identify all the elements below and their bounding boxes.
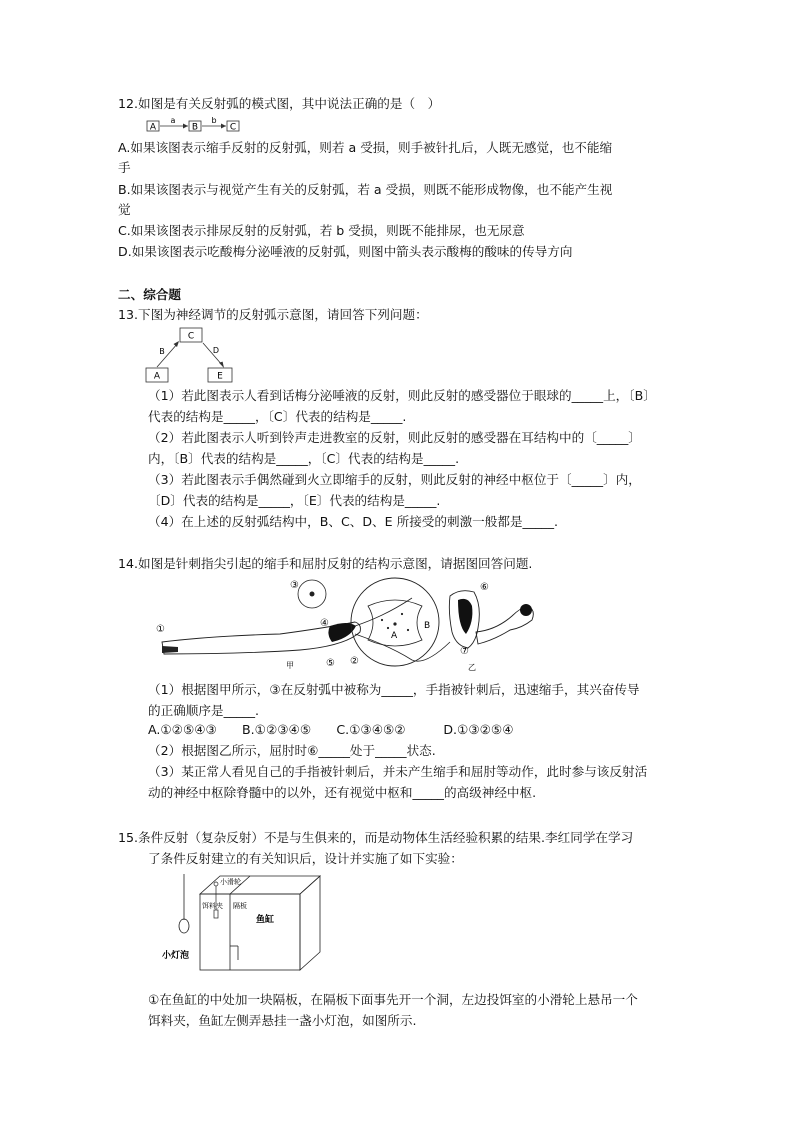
q12-node-c: C xyxy=(229,122,237,133)
q13-line1: （1）若此图表示人看到话梅分泌唾液的反射，则此反射的感受器位于眼球的_____上，〔B〕 xyxy=(148,388,656,403)
q14-line1: （1）根据图甲所示，③在反射弧中被称为_____，手指被针刺后，迅速缩手，其兴奋传导 xyxy=(148,682,640,697)
q13-line2: 代表的结构是_____，〔C〕代表的结构是_____. xyxy=(148,409,407,424)
q15-line2: 了条件反射建立的有关知识后，设计并实施了如下实验： xyxy=(148,851,463,866)
q14-line3: （2）根据图乙所示，屈肘时⑥_____处于_____状态. xyxy=(148,743,436,758)
q14-label-1: ① xyxy=(156,624,165,635)
q13-line4: 内，〔B〕代表的结构是_____，〔C〕代表的结构是_____. xyxy=(148,451,460,466)
q14-label-b: B xyxy=(424,621,431,631)
q15-label-divider: 隔板 xyxy=(233,902,247,910)
q12-option-d: D.如果该图表示吃酸梅分泌唾液的反射弧，则图中箭头表示酸梅的酸味的传导方向 xyxy=(118,244,573,259)
q14-label-5: ⑤ xyxy=(326,658,335,669)
q12-arrow-a: a xyxy=(170,117,176,125)
q14-options: A.①②⑤④③ B.①②③④⑤ C.①③④⑤② D.①③②⑤④ xyxy=(148,722,514,737)
q14-label-3: ③ xyxy=(290,580,299,591)
q15-label-tank: 鱼缸 xyxy=(256,915,275,925)
q13-line7: （4）在上述的反射弧结构中，B、C、D、E 所接受的刺激一般都是_____. xyxy=(148,514,559,529)
q15-aquarium-figure xyxy=(160,870,330,976)
q12-node-a: A xyxy=(149,122,157,133)
q13-label-b: B xyxy=(159,347,165,356)
q15-label-pulley: 小滑轮 xyxy=(220,878,241,886)
q12-arrow-b: b xyxy=(211,117,217,125)
q14-label-4: ④ xyxy=(320,618,329,629)
q14-line2: 的正确顺序是_____. xyxy=(148,703,260,718)
q14-label-a: A xyxy=(391,631,398,641)
q14-line4: （3）某正常人看见自己的手指被针刺后，并未产生缩手和屈肘等动作，此时参与该反射活 xyxy=(148,764,648,779)
q14-stem: 14.如图是针刺指尖引起的缩手和屈肘反射的结构示意图，请据图回答问题. xyxy=(118,556,533,571)
q14-label-2: ② xyxy=(350,656,359,667)
q13-reflex-diagram xyxy=(140,326,250,384)
q12-option-c: C.如果该图表示排尿反射的反射弧，若 b 受损，则既不能排尿，也无尿意 xyxy=(118,223,525,238)
q13-node-c: C xyxy=(187,331,195,342)
arm-illustration xyxy=(162,622,360,654)
q12-option-a-line2: 手 xyxy=(118,160,131,175)
q12-node-b: B xyxy=(191,122,199,133)
q12-option-b-line2: 觉 xyxy=(118,202,131,217)
q14-label-7: ⑦ xyxy=(460,646,469,657)
section-title: 二、综合题 xyxy=(118,287,181,302)
q13-line3: （2）若此图表示人听到铃声走进教室的反射，则此反射的感受器在耳结构中的〔_____〕 xyxy=(148,430,641,445)
q14-label-6: ⑥ xyxy=(480,582,489,593)
q12-option-a-line1: A.如果该图表示缩手反射的反射弧，则若 a 受损，则手被针扎后，人既无感觉，也不能缩 xyxy=(118,140,613,155)
q13-line6: 〔D〕代表的结构是_____，〔E〕代表的结构是_____. xyxy=(148,493,441,508)
q13-node-e: E xyxy=(217,371,223,382)
q13-label-d: D xyxy=(212,346,220,355)
q13-line5: （3）若此图表示手偶然碰到火立即缩手的反射，则此反射的神经中枢位于〔_____〕内， xyxy=(148,472,641,487)
q12-stem: 12.如图是有关反射弧的模式图，其中说法正确的是（ ） xyxy=(118,96,441,111)
q15-label-bulb: 小灯泡 xyxy=(162,951,190,961)
q13-stem: 13.下图为神经调节的反射弧示意图，请回答下列问题： xyxy=(118,307,428,322)
q15-line1: 15.条件反射（复杂反射）不是与生俱来的，而是动物体生活经验积累的结果.李红同学在学习 xyxy=(118,830,634,845)
q14-label-yi: 乙 xyxy=(468,663,476,672)
q14-reflex-figure xyxy=(150,576,570,678)
q12-option-b-line1: B.如果该图表示与视觉产生有关的反射弧，若 a 受损，则既不能形成物像，也不能产生视 xyxy=(118,182,613,197)
q15-label-feeder: 饵料夹 xyxy=(202,902,223,910)
q12-reflex-diagram xyxy=(146,117,246,135)
q14-label-jia: 甲 xyxy=(286,661,294,670)
q14-line5: 动的神经中枢除脊髓中的以外，还有视觉中枢和_____的高级神经中枢. xyxy=(148,785,537,800)
q13-node-a: A xyxy=(153,371,161,382)
q15-step1-line1: ①在鱼缸的中处加一块隔板，在隔板下面事先开一个洞，左边投饵室的小滑轮上悬吊一个 xyxy=(148,992,638,1007)
bent-arm-illustration xyxy=(449,591,533,648)
q15-step1-line2: 饵料夹，鱼缸左侧弄悬挂一盏小灯泡，如图所示. xyxy=(148,1013,417,1028)
